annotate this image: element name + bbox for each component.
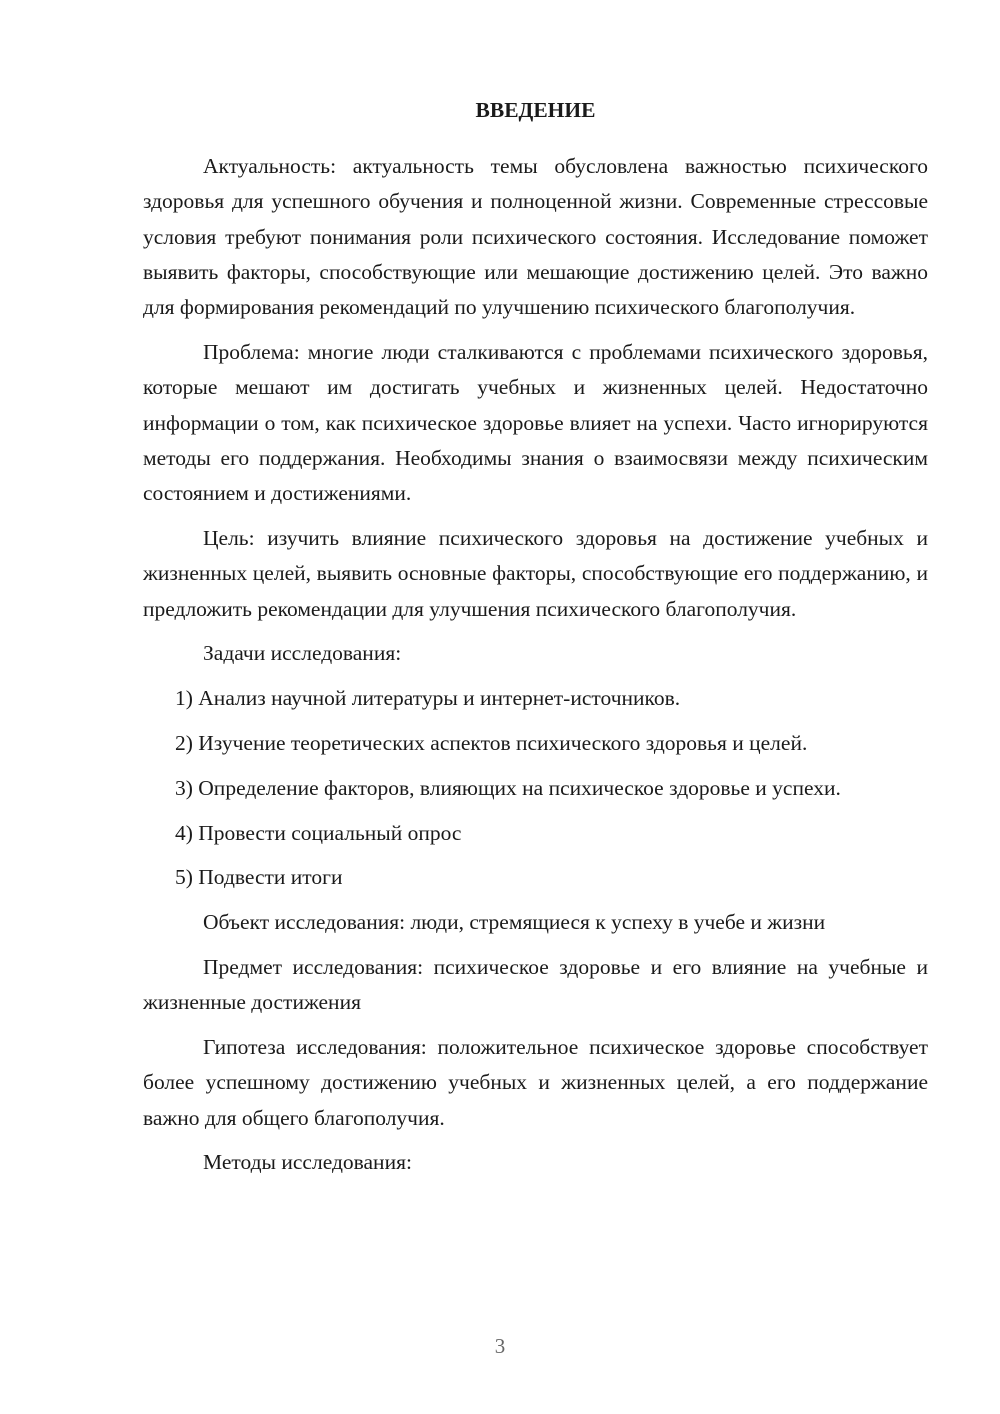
relevance-paragraph: Актуальность: актуальность темы обусловлена важностью психического здоровья для успешного обучения и полноценной жизни. Современные стрессовые условия требуют понимания роли психического состояния. Исследование поможет выявить факторы, способствующие или мешающие достижению целей. Это важно для формирования рекомендаций по улучшению психического благополучия.: [143, 154, 928, 320]
problem-paragraph: Проблема: многие люди сталкиваются с проблемами психического здоровья, которые мешают им достигать учебных и жизненных целей. Недостаточно информации о том, как психическое здоровье влияет на успехи. Часто игнорируются методы его поддержания. Необходимы знания о взаимосвязи между психическим состоянием и достижениями.: [143, 339, 928, 506]
task-item-5: 5) Подвести итоги: [175, 865, 343, 890]
methods-heading: Методы исследования:: [203, 1150, 412, 1175]
hypothesis-paragraph: Гипотеза исследования: положительное психическое здоровье способствует более успешному достижению учебных и жизненных целей, а его поддержание важно для общего благополучия.: [143, 1035, 928, 1130]
section-title: ВВЕДЕНИЕ: [475, 98, 596, 122]
task-item-4: 4) Провести социальный опрос: [175, 820, 462, 845]
document-page: [143, 92, 928, 1190]
subject-paragraph: Предмет исследования: психическое здоровье и его влияние на учебные и жизненные достижения: [143, 954, 928, 1015]
task-item-1: 1) Анализ научной литературы и интернет-источников.: [175, 686, 681, 711]
goal-paragraph: Цель: изучить влияние психического здоровья на достижение учебных и жизненных целей, выявить основные факторы, способствующие его поддержанию, и предложить рекомендации для улучшения психического благополучия.: [143, 525, 928, 621]
task-item-3: 3) Определение факторов, влияющих на психическое здоровье и успехи.: [175, 775, 841, 800]
object-paragraph: Объект исследования: люди, стремящиеся к успеху в учебе и жизни: [203, 910, 826, 935]
tasks-heading: Задачи исследования:: [203, 641, 402, 666]
page-number: 3: [494, 1334, 506, 1358]
task-item-2: 2) Изучение теоретических аспектов психического здоровья и целей.: [175, 730, 808, 755]
